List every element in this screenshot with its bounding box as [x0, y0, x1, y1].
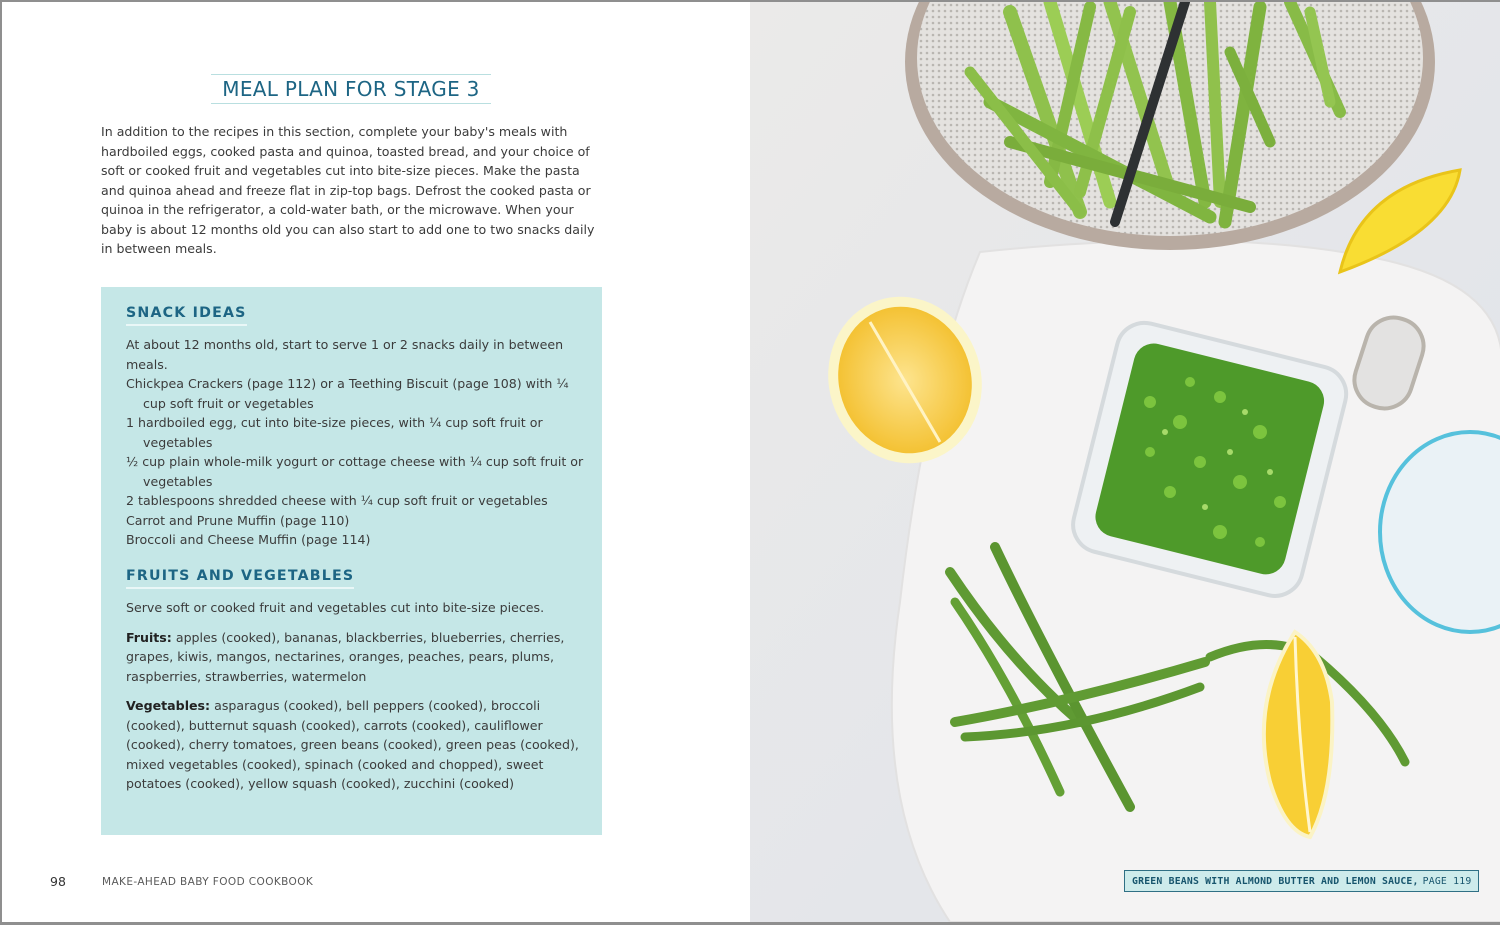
food-photo — [750, 2, 1500, 922]
list-item: 2 tablespoons shredded cheese with ¼ cup soft fruit or vegetables — [126, 493, 548, 508]
caption-recipe-title: GREEN BEANS WITH ALMOND BUTTER AND LEMON SAUCE, — [1132, 875, 1419, 887]
right-page — [750, 2, 1500, 922]
fruits-list: apples (cooked), bananas, blackberries, blueberries, cherries, grapes, kiwis, mangos, nectarines, oranges, peaches, pears, plums, raspberries, strawberries, watermelon — [126, 629, 565, 684]
snack-ideas-heading: SNACK IDEAS — [126, 305, 247, 326]
vegetables-list: asparagus (cooked), bell peppers (cooked), broccoli (cooked), butternut squash (cooked), carrots (cooked), cauliflower (cooked), cherry tomatoes, green beans (cooked), green peas (cooked), mixed vegetables (cooked), spinach (cooked and chopped), sweet potatoes (cooked), yellow squash (cooked), zucchini (cooked) — [126, 698, 579, 791]
vegetables-paragraph — [126, 696, 584, 794]
list-item: 1 hardboiled egg, cut into bite-size pieces, with ¼ cup soft fruit or vegetables — [126, 415, 543, 450]
fruits-vegetables-intro: Serve soft or cooked fruit and vegetables cut into bite-size pieces. — [126, 600, 545, 615]
title-rule-box — [211, 74, 491, 104]
caption-page-ref: PAGE 119 — [1422, 875, 1472, 887]
snack-ideas-intro: At about 12 months old, start to serve 1 or 2 snacks daily in between meals. — [126, 337, 564, 372]
fruits-label: Fruits: — [126, 629, 172, 645]
page-title: MEAL PLAN FOR STAGE 3 — [222, 77, 480, 101]
fruits-vegetables-heading: FRUITS AND VEGETABLES — [126, 568, 354, 589]
photo-caption — [1124, 870, 1479, 892]
fruits-vegetables-section — [126, 598, 584, 794]
list-item: Chickpea Crackers (page 112) or a Teething Biscuit (page 108) with ¼ cup soft fruit or vegetables — [126, 376, 569, 411]
running-head: MAKE-AHEAD BABY FOOD COOKBOOK — [102, 876, 314, 888]
list-item: ½ cup plain whole-milk yogurt or cottage cheese with ¼ cup soft fruit or vegetables — [126, 454, 584, 489]
page-number: 98 — [50, 874, 66, 889]
sidebar-box — [101, 287, 602, 835]
vegetables-label: Vegetables: — [126, 698, 211, 713]
fruits-paragraph — [126, 628, 584, 687]
snack-list — [126, 374, 586, 550]
list-item: Carrot and Prune Muffin (page 110) — [126, 512, 350, 528]
left-page — [2, 2, 750, 922]
intro-paragraph: In addition to the recipes in this section, complete your baby's meals with hardboiled eggs, cooked pasta and quinoa, toasted bread, and your choice of soft or cooked fruit and vegetables cut into bite-size pieces. Make the pasta and quinoa ahead and freeze flat in zip-top bags. Defrost the cooked pasta or quinoa in the refrigerator, a cold-water bath, or the microwave. When your baby is about 12 months old you can also start to add one to two snacks daily in between meals. — [101, 124, 595, 256]
list-item: Broccoli and Cheese Muffin (page 114) — [126, 532, 371, 547]
snack-ideas-section — [126, 335, 586, 550]
